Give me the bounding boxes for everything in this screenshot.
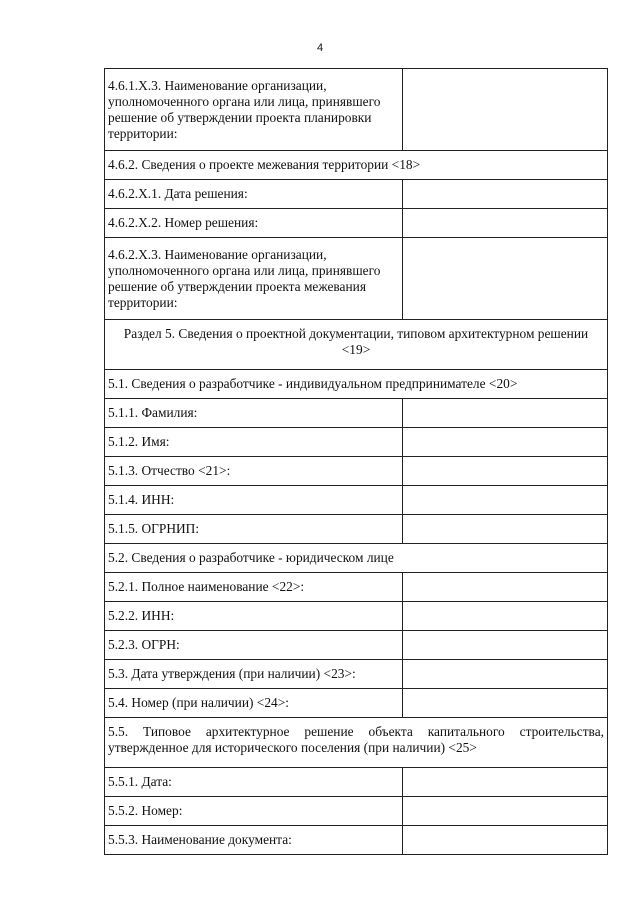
field-value[interactable]	[403, 399, 608, 428]
table-row	[105, 544, 608, 573]
form-table	[104, 68, 608, 855]
table-row	[105, 151, 608, 180]
field-value[interactable]	[403, 602, 608, 631]
field-label: 4.6.2.Х.1. Дата решения:	[105, 180, 403, 209]
table-row	[105, 180, 608, 209]
table-row	[105, 631, 608, 660]
field-value[interactable]	[403, 180, 608, 209]
field-value[interactable]	[403, 631, 608, 660]
table-row	[105, 602, 608, 631]
field-label: 4.6.2.Х.2. Номер решения:	[105, 209, 403, 238]
table-row	[105, 660, 608, 689]
field-value[interactable]	[403, 573, 608, 602]
field-label: 5.2.2. ИНН:	[105, 602, 403, 631]
table-row	[105, 797, 608, 826]
page-number: 4	[316, 42, 324, 54]
field-label: 5.2.3. ОГРН:	[105, 631, 403, 660]
field-label: 5.4. Номер (при наличии) <24>:	[105, 689, 403, 718]
field-value[interactable]	[403, 797, 608, 826]
form-table-body	[105, 69, 608, 855]
field-label: 5.1.1. Фамилия:	[105, 399, 403, 428]
table-row	[105, 826, 608, 855]
table-row	[105, 238, 608, 320]
section-heading: Раздел 5. Сведения о проектной документации, типовом архитектурном решении <19>	[105, 320, 608, 370]
field-value[interactable]	[403, 486, 608, 515]
field-label: 5.5.3. Наименование документа:	[105, 826, 403, 855]
table-row	[105, 399, 608, 428]
field-label: 4.6.1.Х.3. Наименование организации, уполномоченного органа или лица, принявшего решение об утверждении проекта планировки территории:	[105, 69, 403, 151]
field-label: 5.1.4. ИНН:	[105, 486, 403, 515]
field-label: 4.6.2.Х.3. Наименование организации, уполномоченного органа или лица, принявшего решение об утверждении проекта межевания территории:	[105, 238, 403, 320]
field-value[interactable]	[403, 209, 608, 238]
table-row	[105, 209, 608, 238]
field-value[interactable]	[403, 768, 608, 797]
table-row	[105, 370, 608, 399]
field-value[interactable]	[403, 826, 608, 855]
table-row	[105, 718, 608, 768]
section-header: 5.5. Типовое архитектурное решение объекта капитального строительства, утвержденное для исторического поселения (при наличии) <25>	[105, 718, 608, 768]
field-label: 5.1.2. Имя:	[105, 428, 403, 457]
table-row	[105, 457, 608, 486]
field-label: 5.5.2. Номер:	[105, 797, 403, 826]
section-header: 5.1. Сведения о разработчике - индивидуальном предпринимателе <20>	[105, 370, 608, 399]
field-label: 5.3. Дата утверждения (при наличии) <23>:	[105, 660, 403, 689]
field-label: 5.5.1. Дата:	[105, 768, 403, 797]
field-value[interactable]	[403, 428, 608, 457]
table-row	[105, 689, 608, 718]
field-value[interactable]	[403, 689, 608, 718]
field-label: 5.2.1. Полное наименование <22>:	[105, 573, 403, 602]
field-value[interactable]	[403, 69, 608, 151]
section-header: 4.6.2. Сведения о проекте межевания территории <18>	[105, 151, 608, 180]
field-value[interactable]	[403, 457, 608, 486]
table-row	[105, 573, 608, 602]
table-row	[105, 515, 608, 544]
field-value[interactable]	[403, 660, 608, 689]
field-value[interactable]	[403, 238, 608, 320]
field-label: 5.1.3. Отчество <21>:	[105, 457, 403, 486]
table-row	[105, 320, 608, 370]
table-row	[105, 69, 608, 151]
field-label: 5.1.5. ОГРНИП:	[105, 515, 403, 544]
section-header: 5.2. Сведения о разработчике - юридическом лице	[105, 544, 608, 573]
field-value[interactable]	[403, 515, 608, 544]
table-row	[105, 768, 608, 797]
table-row	[105, 428, 608, 457]
table-row	[105, 486, 608, 515]
